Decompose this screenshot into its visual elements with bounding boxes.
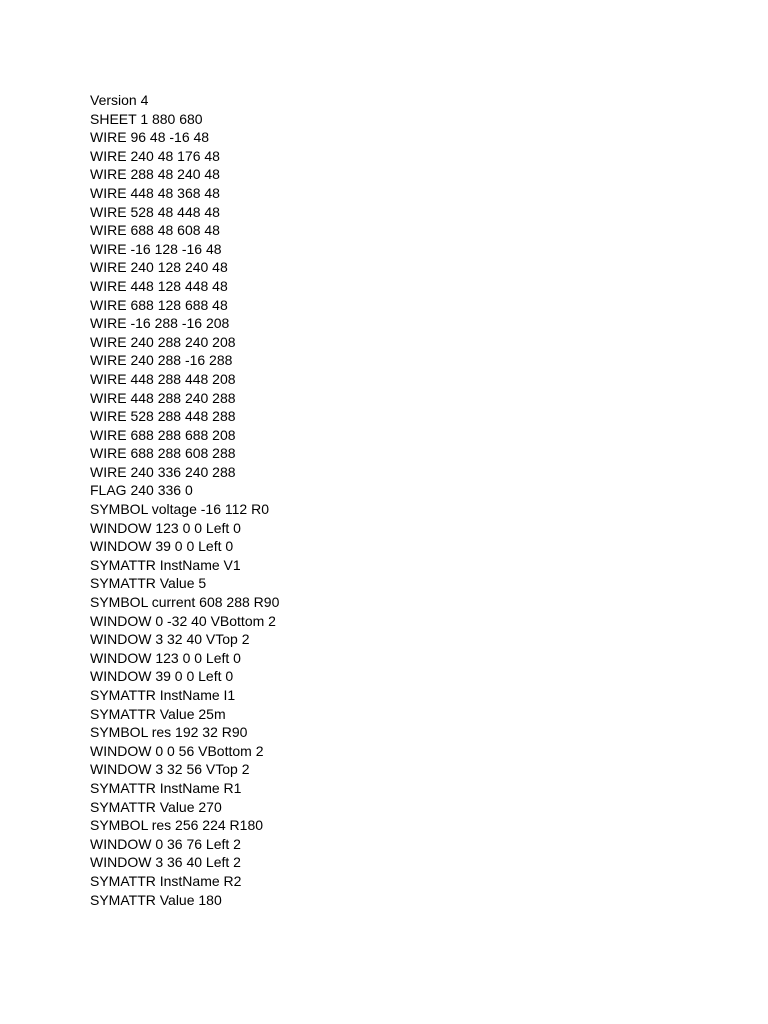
text-line: WIRE 688 288 688 208 (90, 426, 236, 443)
text-line: WINDOW 39 0 0 Left 0 (90, 668, 234, 685)
text-line: WIRE 96 48 -16 48 (90, 129, 210, 146)
text-line: WINDOW 0 36 76 Left 2 (90, 835, 241, 852)
text-line: WINDOW 123 0 0 Left 0 (90, 519, 241, 536)
text-line: WINDOW 123 0 0 Left 0 (90, 649, 241, 666)
text-line: WIRE 240 288 -16 288 (90, 352, 233, 369)
text-line: WIRE 448 128 448 48 (90, 277, 228, 294)
text-line: SYMBOL current 608 288 R90 (90, 594, 280, 611)
text-line: WINDOW 3 32 56 VTop 2 (90, 761, 250, 778)
text-line: WIRE 448 288 448 208 (90, 370, 236, 387)
text-line: WIRE 448 48 368 48 (90, 184, 220, 201)
text-line: WIRE 448 288 240 288 (90, 389, 236, 406)
text-line: WINDOW 39 0 0 Left 0 (90, 538, 234, 555)
text-line: WIRE 528 288 448 288 (90, 408, 236, 425)
text-line: WIRE 688 48 608 48 (90, 222, 220, 239)
text-line: SHEET 1 880 680 (90, 110, 203, 127)
text-line: WIRE 688 128 688 48 (90, 296, 228, 313)
text-line: WIRE -16 288 -16 208 (90, 315, 230, 332)
text-line: SYMATTR Value 270 (90, 798, 222, 815)
text-line: Version 4 (90, 92, 149, 108)
text-line: SYMATTR Value 5 (90, 575, 207, 592)
text-line: WINDOW 3 36 40 Left 2 (90, 854, 241, 871)
text-line: SYMATTR InstName V1 (90, 556, 241, 573)
text-line: SYMATTR InstName R1 (90, 779, 242, 796)
text-line: WIRE 240 336 240 288 (90, 463, 236, 480)
text-line: WIRE -16 128 -16 48 (90, 240, 222, 257)
text-line: WINDOW 0 -32 40 VBottom 2 (90, 612, 276, 629)
text-line: SYMBOL res 192 32 R90 (90, 724, 248, 741)
text-line: WIRE 528 48 448 48 (90, 203, 220, 220)
text-line: SYMATTR InstName I1 (90, 687, 236, 703)
text-line: SYMATTR Value 25m (90, 705, 226, 722)
text-line: WINDOW 3 32 40 VTop 2 (90, 631, 250, 648)
text-line: WIRE 288 48 240 48 (90, 166, 220, 183)
text-line: SYMBOL res 256 224 R180 (90, 817, 264, 834)
text-line: WIRE 240 288 240 208 (90, 333, 236, 350)
text-line: WIRE 688 288 608 288 (90, 445, 236, 462)
text-line: SYMBOL voltage -16 112 R0 (90, 501, 269, 518)
text-line: SYMATTR Value 180 (90, 891, 222, 908)
text-line: SYMATTR InstName R2 (90, 872, 242, 889)
text-line: FLAG 240 336 0 (90, 482, 193, 499)
text-line: WIRE 240 48 176 48 (90, 147, 220, 164)
text-line: WIRE 240 128 240 48 (90, 259, 228, 276)
netlist-text-block (90, 91, 279, 909)
text-line: WINDOW 0 0 56 VBottom 2 (90, 742, 264, 759)
